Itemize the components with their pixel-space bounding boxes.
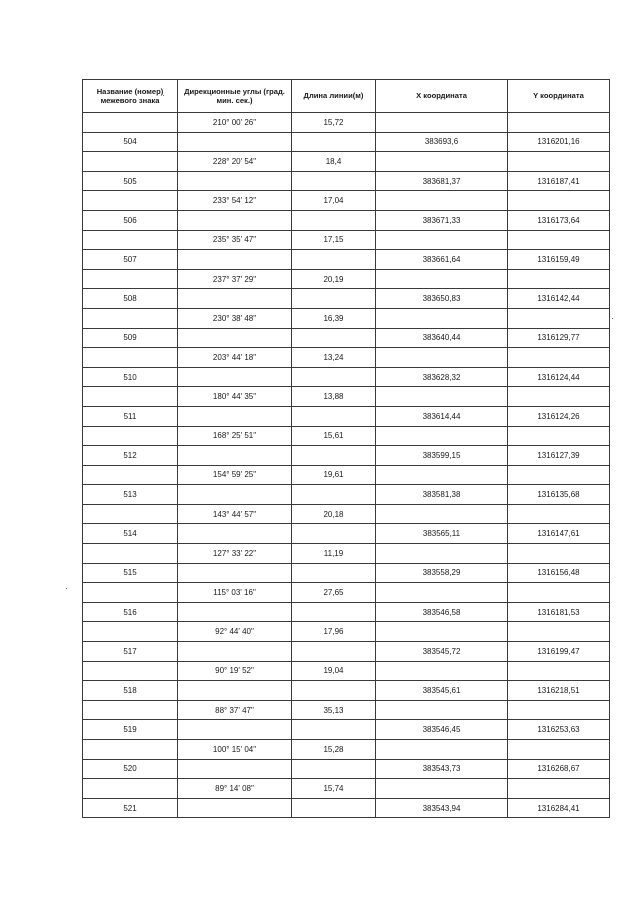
x-coordinate-cell [376, 779, 508, 799]
y-coordinate-cell [508, 269, 610, 289]
y-coordinate-cell: 1316124,26 [508, 406, 610, 426]
x-coordinate-cell [376, 387, 508, 407]
segment-row [83, 152, 610, 172]
y-coordinate-cell [508, 230, 610, 250]
point-row [83, 132, 610, 152]
point-name-cell: 516 [83, 602, 178, 622]
point-row [83, 367, 610, 387]
direction-angle-cell: 115° 03' 16" [178, 583, 292, 603]
line-length-cell: 17,96 [292, 622, 376, 642]
line-length-cell [292, 132, 376, 152]
point-row [83, 328, 610, 348]
header-direction-angle: Дирекционные углы (град. мин. сек.) [178, 80, 292, 113]
x-coordinate-cell [376, 583, 508, 603]
line-length-cell [292, 798, 376, 818]
segment-row [83, 504, 610, 524]
point-name-cell: 506 [83, 210, 178, 230]
point-name-cell [83, 779, 178, 799]
point-name-cell [83, 269, 178, 289]
y-coordinate-cell: 1316268,67 [508, 759, 610, 779]
point-name-cell [83, 700, 178, 720]
segment-row [83, 465, 610, 485]
coordinates-table [82, 79, 610, 818]
point-row [83, 602, 610, 622]
point-row [83, 485, 610, 505]
x-coordinate-cell: 383614,44 [376, 406, 508, 426]
point-row [83, 642, 610, 662]
point-name-cell: 510 [83, 367, 178, 387]
direction-angle-cell [178, 406, 292, 426]
direction-angle-cell [178, 642, 292, 662]
direction-angle-cell: 100° 15' 04" [178, 740, 292, 760]
point-name-cell [83, 544, 178, 564]
line-length-cell: 20,18 [292, 504, 376, 524]
line-length-cell: 16,39 [292, 308, 376, 328]
point-row [83, 250, 610, 270]
direction-angle-cell [178, 132, 292, 152]
y-coordinate-cell [508, 544, 610, 564]
direction-angle-cell: 90° 19' 52" [178, 661, 292, 681]
line-length-cell: 19,61 [292, 465, 376, 485]
direction-angle-cell [178, 485, 292, 505]
point-name-cell [83, 622, 178, 642]
y-coordinate-cell: 1316127,39 [508, 446, 610, 466]
y-coordinate-cell [508, 152, 610, 172]
point-name-cell: 513 [83, 485, 178, 505]
x-coordinate-cell: 383558,29 [376, 563, 508, 583]
direction-angle-cell: 127° 33' 22" [178, 544, 292, 564]
point-name-cell [83, 740, 178, 760]
y-coordinate-cell [508, 387, 610, 407]
y-coordinate-cell [508, 191, 610, 211]
y-coordinate-cell: 1316253,63 [508, 720, 610, 740]
x-coordinate-cell: 383545,72 [376, 642, 508, 662]
point-name-cell: 511 [83, 406, 178, 426]
direction-angle-cell: 89° 14' 08" [178, 779, 292, 799]
x-coordinate-cell [376, 348, 508, 368]
direction-angle-cell: 143° 44' 57" [178, 504, 292, 524]
y-coordinate-cell: 1316187,41 [508, 171, 610, 191]
line-length-cell [292, 406, 376, 426]
point-name-cell [83, 191, 178, 211]
y-coordinate-cell [508, 622, 610, 642]
x-coordinate-cell [376, 465, 508, 485]
x-coordinate-cell [376, 308, 508, 328]
y-coordinate-cell: 1316156,48 [508, 563, 610, 583]
point-name-cell [83, 504, 178, 524]
y-coordinate-cell: 1316284,41 [508, 798, 610, 818]
direction-angle-cell: 88° 37' 47" [178, 700, 292, 720]
y-coordinate-cell: 1316129,77 [508, 328, 610, 348]
segment-row [83, 269, 610, 289]
point-row [83, 210, 610, 230]
point-name-cell: 512 [83, 446, 178, 466]
point-name-cell [83, 465, 178, 485]
line-length-cell: 15,72 [292, 113, 376, 133]
point-row [83, 720, 610, 740]
line-length-cell [292, 720, 376, 740]
line-length-cell [292, 642, 376, 662]
point-name-cell: 517 [83, 642, 178, 662]
segment-row [83, 583, 610, 603]
y-coordinate-cell: 1316218,51 [508, 681, 610, 701]
point-name-cell [83, 387, 178, 407]
x-coordinate-cell: 383640,44 [376, 328, 508, 348]
line-length-cell: 11,19 [292, 544, 376, 564]
point-row [83, 681, 610, 701]
point-name-cell: 519 [83, 720, 178, 740]
point-row [83, 759, 610, 779]
point-name-cell: 514 [83, 524, 178, 544]
direction-angle-cell [178, 563, 292, 583]
segment-row [83, 661, 610, 681]
direction-angle-cell [178, 602, 292, 622]
point-name-cell [83, 308, 178, 328]
line-length-cell: 35,13 [292, 700, 376, 720]
point-name-cell [83, 113, 178, 133]
header-line-length: Длина линии(м) [292, 80, 376, 113]
direction-angle-cell [178, 171, 292, 191]
y-coordinate-cell [508, 465, 610, 485]
line-length-cell: 17,04 [292, 191, 376, 211]
y-coordinate-cell: 1316142,44 [508, 289, 610, 309]
direction-angle-cell: 92° 44' 40" [178, 622, 292, 642]
header-point-name: Название (номер) межевого знака [83, 80, 178, 113]
line-length-cell [292, 171, 376, 191]
line-length-cell: 19,04 [292, 661, 376, 681]
line-length-cell [292, 367, 376, 387]
y-coordinate-cell: 1316201,16 [508, 132, 610, 152]
direction-angle-cell: 168° 25' 51" [178, 426, 292, 446]
y-coordinate-cell [508, 583, 610, 603]
point-name-cell: 504 [83, 132, 178, 152]
direction-angle-cell [178, 720, 292, 740]
x-coordinate-cell [376, 152, 508, 172]
point-name-cell [83, 230, 178, 250]
line-length-cell: 27,65 [292, 583, 376, 603]
x-coordinate-cell: 383546,58 [376, 602, 508, 622]
point-name-cell: 507 [83, 250, 178, 270]
x-coordinate-cell [376, 661, 508, 681]
segment-row [83, 308, 610, 328]
x-coordinate-cell: 383581,38 [376, 485, 508, 505]
x-coordinate-cell: 383628,32 [376, 367, 508, 387]
direction-angle-cell [178, 328, 292, 348]
x-coordinate-cell: 383545,61 [376, 681, 508, 701]
direction-angle-cell: 154° 59' 25" [178, 465, 292, 485]
x-coordinate-cell [376, 700, 508, 720]
y-coordinate-cell [508, 740, 610, 760]
y-coordinate-cell [508, 661, 610, 681]
point-row [83, 524, 610, 544]
direction-angle-cell [178, 798, 292, 818]
direction-angle-cell: 235° 35' 47" [178, 230, 292, 250]
line-length-cell [292, 485, 376, 505]
y-coordinate-cell [508, 504, 610, 524]
line-length-cell [292, 681, 376, 701]
segment-row [83, 700, 610, 720]
header-row [83, 80, 610, 113]
y-coordinate-cell [508, 779, 610, 799]
point-name-cell: 520 [83, 759, 178, 779]
point-row [83, 289, 610, 309]
line-length-cell [292, 250, 376, 270]
line-length-cell [292, 524, 376, 544]
header-y-coordinate: Y координата [508, 80, 610, 113]
table-body [83, 113, 610, 818]
point-name-cell [83, 661, 178, 681]
x-coordinate-cell: 383661,64 [376, 250, 508, 270]
header-x-coordinate: X координата [376, 80, 508, 113]
direction-angle-cell: 228° 20' 54" [178, 152, 292, 172]
point-name-cell: 521 [83, 798, 178, 818]
direction-angle-cell: 210° 00' 26" [178, 113, 292, 133]
line-length-cell [292, 328, 376, 348]
direction-angle-cell: 230° 38' 48" [178, 308, 292, 328]
y-coordinate-cell [508, 308, 610, 328]
x-coordinate-cell: 383543,73 [376, 759, 508, 779]
y-coordinate-cell [508, 113, 610, 133]
point-row [83, 563, 610, 583]
point-row [83, 798, 610, 818]
x-coordinate-cell [376, 191, 508, 211]
point-name-cell: 505 [83, 171, 178, 191]
point-name-cell: 508 [83, 289, 178, 309]
x-coordinate-cell: 383599,15 [376, 446, 508, 466]
line-length-cell: 15,74 [292, 779, 376, 799]
direction-angle-cell [178, 524, 292, 544]
point-name-cell: 509 [83, 328, 178, 348]
direction-angle-cell [178, 250, 292, 270]
direction-angle-cell [178, 759, 292, 779]
line-length-cell [292, 446, 376, 466]
direction-angle-cell [178, 289, 292, 309]
x-coordinate-cell: 383546,45 [376, 720, 508, 740]
x-coordinate-cell [376, 426, 508, 446]
x-coordinate-cell [376, 740, 508, 760]
point-name-cell: 515 [83, 563, 178, 583]
line-length-cell [292, 563, 376, 583]
segment-row [83, 544, 610, 564]
line-length-cell: 17,15 [292, 230, 376, 250]
line-length-cell [292, 210, 376, 230]
x-coordinate-cell [376, 622, 508, 642]
point-row [83, 446, 610, 466]
x-coordinate-cell [376, 544, 508, 564]
segment-row [83, 113, 610, 133]
direction-angle-cell: 180° 44' 35" [178, 387, 292, 407]
direction-angle-cell: 237° 37' 29" [178, 269, 292, 289]
point-name-cell [83, 152, 178, 172]
y-coordinate-cell [508, 700, 610, 720]
line-length-cell: 13,24 [292, 348, 376, 368]
x-coordinate-cell [376, 230, 508, 250]
point-row [83, 406, 610, 426]
scan-speck [66, 588, 67, 589]
direction-angle-cell: 233° 54' 12" [178, 191, 292, 211]
x-coordinate-cell: 383565,11 [376, 524, 508, 544]
line-length-cell: 18,4 [292, 152, 376, 172]
y-coordinate-cell: 1316199,47 [508, 642, 610, 662]
segment-row [83, 426, 610, 446]
y-coordinate-cell: 1316124,44 [508, 367, 610, 387]
x-coordinate-cell: 383543,94 [376, 798, 508, 818]
y-coordinate-cell [508, 348, 610, 368]
y-coordinate-cell: 1316147,61 [508, 524, 610, 544]
y-coordinate-cell: 1316135,68 [508, 485, 610, 505]
segment-row [83, 779, 610, 799]
point-name-cell [83, 583, 178, 603]
line-length-cell [292, 289, 376, 309]
scan-speck [612, 318, 613, 319]
direction-angle-cell [178, 446, 292, 466]
segment-row [83, 191, 610, 211]
segment-row [83, 622, 610, 642]
x-coordinate-cell [376, 269, 508, 289]
segment-row [83, 740, 610, 760]
x-coordinate-cell: 383671,33 [376, 210, 508, 230]
line-length-cell [292, 602, 376, 622]
point-row [83, 171, 610, 191]
segment-row [83, 230, 610, 250]
x-coordinate-cell [376, 113, 508, 133]
line-length-cell: 15,28 [292, 740, 376, 760]
direction-angle-cell [178, 210, 292, 230]
x-coordinate-cell: 383681,37 [376, 171, 508, 191]
x-coordinate-cell: 383693,6 [376, 132, 508, 152]
x-coordinate-cell [376, 504, 508, 524]
line-length-cell: 15,61 [292, 426, 376, 446]
y-coordinate-cell: 1316173,64 [508, 210, 610, 230]
y-coordinate-cell: 1316181,53 [508, 602, 610, 622]
segment-row [83, 387, 610, 407]
scan-speck [163, 95, 164, 96]
point-name-cell: 518 [83, 681, 178, 701]
direction-angle-cell [178, 367, 292, 387]
line-length-cell: 13,88 [292, 387, 376, 407]
point-name-cell [83, 426, 178, 446]
line-length-cell [292, 759, 376, 779]
x-coordinate-cell: 383650,83 [376, 289, 508, 309]
direction-angle-cell [178, 681, 292, 701]
segment-row [83, 348, 610, 368]
point-name-cell [83, 348, 178, 368]
y-coordinate-cell: 1316159,49 [508, 250, 610, 270]
table-header [83, 80, 610, 113]
y-coordinate-cell [508, 426, 610, 446]
line-length-cell: 20,19 [292, 269, 376, 289]
direction-angle-cell: 203° 44' 18" [178, 348, 292, 368]
